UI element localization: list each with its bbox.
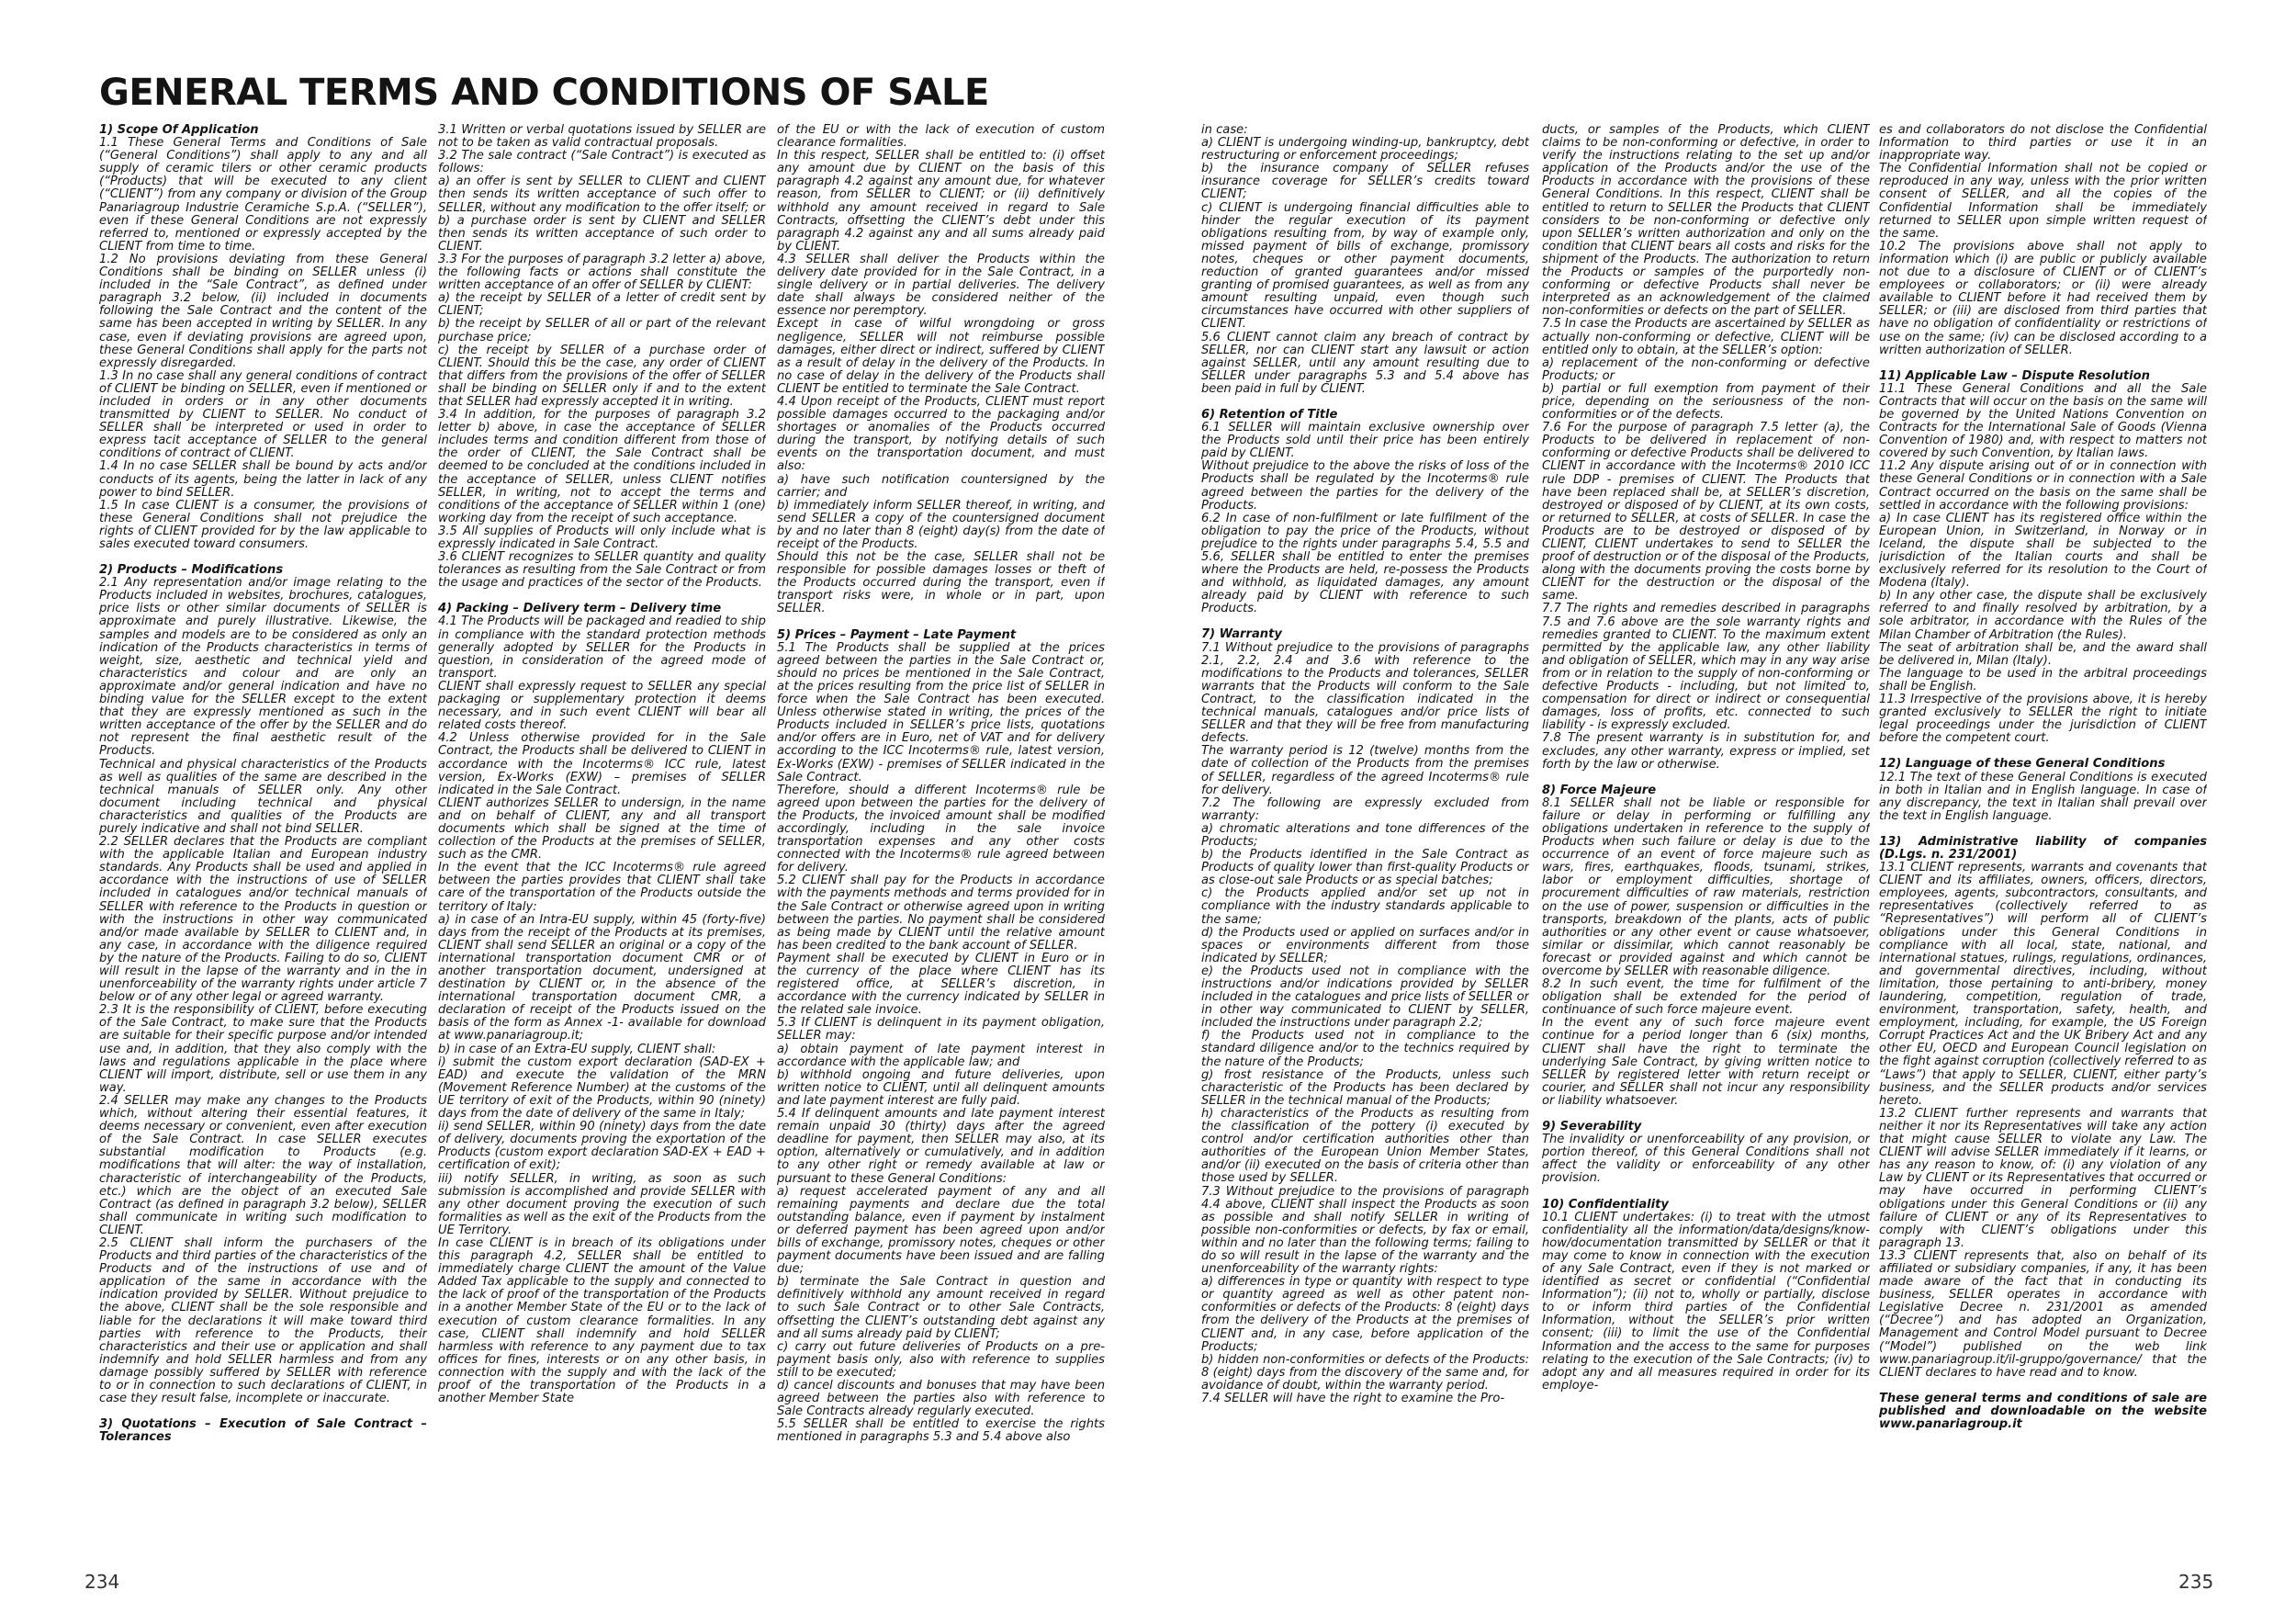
clause-paragraph: 1.4 In no case SELLER shall be bound by acts and/or conducts of its agents, being the latter in lack of any power to bind SELLER. [99,459,427,500]
clause-paragraph: 3.1 Written or verbal quotations issued by SELLER are not to be taken as valid contractual proposals. [438,124,766,151]
clause-paragraph: The Confidential Information shall not be copied or reproduced in any way, unless with the prior written consent of SELLER, and all the copies of the Confidential Information shall be immediately returned to SELLER upon simple written request of the same. [1879,162,2207,241]
clause-paragraph: 3.2 The sale contract (“Sale Contract”) is executed as follows: [438,149,766,176]
clause-paragraph: 7.7 The rights and remedies described in paragraphs 7.5 and 7.6 above are the sole warranty rights and remedies granted to CLIENT. To the maximum extent permitted by the applicable law, any other liability and obligation of SELLER, which may in any way arise from or in relation to the supply of non-conforming or defective Products - including, but not limited to, compensation for direct or indirect or consequential damages, loss of profits, etc. connected to such liability - is expressly excluded. [1542,602,1870,733]
clause-paragraph: 8.2 In such event, the time for fulfilment of the obligation shall be extended for the period of continuance of such force majeure event. [1542,977,1870,1018]
clause-paragraph: CLIENT shall expressly request to SELLER any special packaging or supplementary protection it deems necessary, and in such event CLIENT will bear all related costs thereof. [438,679,766,733]
clause-paragraph: 4.2 Unless otherwise provided for in the Sale Contract, the Products shall be delivered to CLIENT in accordance with the Incoterms® ICC rule, latest version, Ex-Works (EXW) – premises of SELLER indicated in the Sale Contract. [438,731,766,797]
clause-paragraph: d) the Products used or applied on surfaces and/or in spaces or environments different from those indicated by SELLER; [1201,925,1529,965]
paragraph-gap [1542,1108,1870,1121]
clause-paragraph: c) the Products applied and/or set up not in compliance with the industry standards applicable to the same; [1201,886,1529,927]
clause-paragraph: 3.5 All supplies of Products will only include what is expressly indicated in Sale Contract. [438,524,766,551]
clause-paragraph: 4.4 Upon receipt of the Products, CLIENT must report possible damages occurred to the packaging and/or shortages or anomalies of the Products occurred during the transport, by notifying details of such events on the transportation document, and must also: [777,394,1105,474]
clause-paragraph: 4.1 The Products will be packaged and readied to ship in compliance with the standard protection methods generally adopted by SELLER for the Products in question, in consideration of the agreed mode of transport. [438,615,766,681]
page-title: GENERAL TERMS AND CONDITIONS OF SALE [99,72,989,114]
clause-paragraph: CLIENT authorizes SELLER to undersign, in the name and on behalf of CLIENT, any and all transport documents which shall be signed at the time of collection of the Products at the premises of SELLER, such as the CMR. [438,795,766,863]
clause-paragraph: 7.1 Without prejudice to the provisions of paragraphs 2.1, 2.2, 2.4 and 3.6 with reference to the modifications to the Products and tolerances, SELLER warrants that the Products will conform to the Sale Contract, to the classification indicated in the technical manuals, catalogues and/or price lists of SELLER and that they will be free from manufacturing defects. [1201,640,1529,746]
clause-paragraph: 1.3 In no case shall any general conditions of contract of CLIENT be binding on SELLER, even if mentioned or included in orders or in any other documents transmitted by CLIENT to SELLER. No conduct of SELLER shall be interpreted or used in order to express tacit acceptance of SELLER to the general conditions of contract of CLIENT. [99,368,427,461]
clause-paragraph: 5.2 CLIENT shall pay for the Products in accordance with the payments methods and terms provided for in the Sale Contract or otherwise agreed upon in writing between the parties. No payment shall be considered as being made by CLIENT until the relative amount has been credited to the bank account of SELLER. [777,874,1105,953]
text-column-4 [1201,124,1529,1566]
clause-paragraph: 1.5 In case CLIENT is a consumer, the provisions of these General Conditions shall not prejudice the rights of CLIENT provided for by the law applicable to sales executed toward consumers. [99,498,427,551]
paragraph-gap [99,1405,427,1418]
clause-paragraph: b) terminate the Sale Contract in question and definitively withhold any amount received in regard to such Sale Contract or to other Sale Contracts, offsetting the CLIENT’s outstanding debt against any and all sums already paid by CLIENT; [777,1275,1105,1341]
clause-paragraph: a) chromatic alterations and tone differences of the Products; [1201,821,1529,849]
clause-paragraph: es and collaborators do not disclose the Confidential Information to third parties or use it in an inappropriate way. [1879,124,2207,164]
section-heading: 9) Severability [1542,1120,1642,1134]
clause-paragraph: b) in case of an Extra-EU supply, CLIENT shall: [438,1042,716,1056]
clause-paragraph: 2.3 It is the responsibility of CLIENT, before executing of the Sale Contract, to make sure that the Products are suitable for their specific purpose and/or intended use and, in addition, that they also comply with the laws and regulations applicable in the place where CLIENT will import, distribute, sell or use them in any way. [99,1003,427,1095]
clause-paragraph: 8.1 SELLER shall not be liable or responsible for failure or delay in performing or fulfilling any obligations undertaken in reference to the supply of Products when such failure or delay is due to the occurrence of an event of force majeure such as wars, fires, earthquakes, floods, tsunami, strikes, labor or employment difficulties, shortage of procurement difficulties of raw materials, restriction on the use of power, suspension or difficulties in the transports, breakdown of the plants, acts of public authorities or any other event or cause whatsoever, similar or dissimilar, which cannot reasonably be forecast or provided against and which cannot be overcome by SELLER with reasonable diligence. [1542,795,1870,978]
text-column-2 [438,124,766,1566]
clause-paragraph: 12.1 The text of these General Conditions is executed in both in Italian and in English language. In case of any discrepancy, the text in Italian shall prevail over the text in English language. [1879,770,2207,823]
clause-paragraph: 5.6 CLIENT cannot claim any breach of contract by SELLER, nor can CLIENT start any lawsuit or action against SELLER, until any amount resulting due to SELLER under paragraphs 5.3 and 5.4 above has been paid in full by CLIENT. [1201,330,1529,396]
clause-paragraph: a) an offer is sent by SELLER to CLIENT and CLIENT then sends its written acceptance of such offer to SELLER, without any modification to the offer itself; or [438,175,766,215]
clause-paragraph: b) the Products identified in the Sale Contract as Products of quality lower than first-quality Products or as close-out sale Products or as special batches; [1201,848,1529,888]
clause-paragraph: 7.3 Without prejudice to the provisions of paragraph 4.4 above, CLIENT shall inspect the Products as soon as possible and shall notify SELLER in writing of possible non-conformities or defects, by fax or email, within and no later than the following terms; failing to do so will result in the lapse of the warranty and the unenforceability of the warranty rights: [1201,1184,1529,1277]
clause-paragraph: i) submit the custom export declaration (SAD-EX + EAD) and execute the validation of the MRN (Movement Reference Number) at the customs of the UE territory of exit of the Products, within 90 (ninety) days from the date of delivery of the same in Italy; [438,1054,766,1122]
clause-paragraph: c) carry out future deliveries of Products on a pre-payment basis only, also with reference to supplies still to be executed; [777,1339,1105,1380]
clause-paragraph: 6.1 SELLER will maintain exclusive ownership over the Products sold until their price has been entirely paid by CLIENT. [1201,421,1529,461]
clause-paragraph: 2.5 CLIENT shall inform the purchasers of the Products and third parties of the characteristics of the Products and of the instructions of use and of application of the same in accordance with the indication provided by SELLER. Without prejudice to the above, CLIENT shall be the sole responsible and liable for the declarations it will make toward third parties with reference to the Products, their characteristics and their use or application and shall indemnify and hold SELLER harmless and from any damage possibly suffered by SELLER with reference to or in connection to such declarations of CLIENT, in case they result false, incomplete or inaccurate. [99,1235,427,1406]
terms-spread [0,124,2296,1566]
clause-paragraph: 2.1 Any representation and/or image relating to the Products included in websites, brochures, catalogues, price lists or other similar documents of SELLER is approximate and purely illustrative. Likewise, the samples and models are to be considered as only an indication of the Products characteristics in terms of weight, size, aesthetic and technical yield and characteristics and colour and are only an approximate and/or general indication and have no binding value for the SELLER except to the extent that they are expressly mentioned as such in the written acceptance of the offer by the SELLER and do not represent the final aesthetic result of the Products. [99,576,427,759]
paragraph-gap [1879,745,2207,758]
clause-paragraph: 11.3 Irrespective of the provisions above, it is hereby granted exclusively to SELLER the right to initiate legal proceedings under the jurisdiction of CLIENT before the competent court. [1879,693,2207,746]
section-heading: 8) Force Majeure [1542,783,1657,797]
clause-paragraph: Except in case of wilful wrongdoing or gross negligence, SELLER will not reimburse possible damages, either direct or indirect, suffered by CLIENT as a result of delay in the delivery of the Products. In no case of delay in the delivery of the Products shall CLIENT be entitled to terminate the Sale Contract. [777,317,1105,396]
clause-paragraph: 6.2 In case of non-fulfilment or late fulfilment of the obligation to pay the price of the Products, without prejudice to the rights under paragraphs 5.4, 5.5 and 5.6, SELLER shall be entitled to enter the premises where the Products are held, re-possess the Products and withhold, as liquidated damages, any amount already paid by CLIENT with reference to such Products. [1201,511,1529,616]
clause-paragraph: a) In case CLIENT has its registered office within the European Union, in Switzerland, in Norway or in Iceland, the dispute shall be subjected to the jurisdiction of the Italian courts and shall be exclusively referred for its resolution to the Court of Modena (Italy). [1879,511,2207,591]
paragraph-gap [99,551,427,564]
clause-paragraph: 11.1 These General Conditions and all the Sale Contracts that will occur on the basis on the same will be governed by the United Nations Convention on Contracts for the International Sale of Goods (Vienna Convention of 1980) and, with respect to matters not covered by such Convention, by Italian laws. [1879,381,2207,461]
clause-paragraph: 7.2 The following are expressly excluded from warranty: [1201,795,1529,823]
clause-paragraph: ii) send SELLER, within 90 (ninety) days from the date of delivery, documents proving the exportation of the Products (custom export declaration SAD-EX + EAD + certification of exit); [438,1120,766,1173]
page-number-left: 234 [84,1571,120,1593]
paragraph-gap [1879,1380,2207,1393]
clause-paragraph: a) the receipt by SELLER of a letter of credit sent by CLIENT; [438,291,766,319]
clause-paragraph: 2.2 SELLER declares that the Products are compliant with the applicable Italian and European industry standards. Any Products shall be used and applied in accordance with the instructions of use of SELLER included in catalogues and/or technical manuals of SELLER with reference to the Products in question or with the instructions in other way communicated and/or made available by SELLER to CLIENT and, in any case, in accordance with the diligence required by the nature of the Products. Failing to do so, CLIENT will result in the lapse of the warranty and in the in unenforceability of the warranty rights under article 7 below or of any other legal or agreed warranty. [99,835,427,1005]
clause-paragraph: b) the insurance company of SELLER refuses insurance coverage for SELLER’s credits toward CLIENT; [1201,162,1529,202]
page-number-right: 235 [2178,1571,2214,1593]
clause-paragraph: 11.2 Any dispute arising out of or in connection with these General Conditions or in connection with a Sale Contract occurred on the basis on the same shall be settled in accordance with the following provisions: [1879,459,2207,513]
paragraph-gap [1879,823,2207,836]
clause-paragraph: c) CLIENT is undergoing financial difficulties able to hinder the regular execution of its payment obligations resulting from, by way of example only, missed payment of bills of exchange, promissory notes, cheques or other payment documents, reduction of granted guarantees and/or missed granting of promised guarantees, as well as from any amount resulting unpaid, even though such circumstances have occurred with other suppliers of CLIENT. [1201,200,1529,332]
clause-paragraph: 13.1 CLIENT represents, warrants and covenants that CLIENT and its affiliates, owners, officers, directors, employees, agents, subcontractors, consultants, and representatives (collectively referred to as “Representatives”) will perform all of CLIENT’s obligations under this General Conditions in compliance with all local, state, national, and international statues, rulings, regulations, ordinances, and governmental directives, including, without limitation, those pertaining to anti-bribery, money laundering, competition, regulation of trade, environment, transportation, safety, health, and employment, including, for example, the US Foreign Corrupt Practices Act and the UK Bribery Act and any other EU, OECD and European Council legislation on the fight against corruption (collectively referred to as “Laws”) that apply to SELLER, CLIENT, either party’s business, and the SELLER products and/or services hereto. [1879,861,2207,1108]
clause-paragraph: 10.1 CLIENT undertakes: (i) to treat with the utmost confidentiality all the information/data/designs/know-how/documentation transmitted by SELLER or that it may come to know in connection with the execution of any Sale Contract, even if they is not marked or identified as secret or confidential (“Confidential Information”); (ii) not to, wholly or partially, disclose to or inform third parties of the Confidential Information, without the SELLER’s prior written consent; (iii) to limit the use of the Confidential Information and the access to the same for purposes relating to the execution of the Sale Contracts; (iv) to adopt any and all measures required in order for its employe- [1542,1210,1870,1393]
section-heading: 12) Language of these General Conditions [1879,757,2166,772]
closing-note: These general terms and conditions of sale are published and downloadable on the website www.panariagroup.it [1879,1391,2207,1431]
clause-paragraph: 5.5 SELLER shall be entitled to exercise the rights mentioned in paragraphs 5.3 and 5.4 above also [777,1417,1105,1445]
section-heading: 3) Quotations – Execution of Sale Contract – Tolerances [99,1417,427,1445]
clause-paragraph: Should this not be the case, SELLER shall not be responsible for possible damages losses or theft of the Products occurred during the transport, even if transport risks were, in whole or in part, upon SELLER. [777,550,1105,616]
clause-paragraph: The seat of arbitration shall be, and the award shall be delivered in, Milan (Italy). [1879,640,2207,668]
clause-paragraph: of the EU or with the lack of execution of custom clearance formalities. [777,124,1105,151]
section-heading: 11) Applicable Law – Dispute Resolution [1879,368,2150,383]
clause-paragraph: b) immediately inform SELLER thereof, in writing, and send SELLER a copy of the countersigned document by and no later than 8 (eight) day(s) from the date of receipt of the Products. [777,498,1105,551]
text-column-1 [99,124,427,1566]
clause-paragraph: a) CLIENT is undergoing winding-up, bankruptcy, debt restructuring or enforcement proceedings; [1201,136,1529,164]
paragraph-gap [777,616,1105,629]
paragraph-gap [1879,357,2207,370]
clause-paragraph: In case CLIENT is in breach of its obligations under this paragraph 4.2, SELLER shall be entitled to immediately charge CLIENT the amount of the Value Added Tax applicable to the supply and connected to the lack of proof of the transportation of the Products in a another Member State of the EU or to the lack of execution of custom clearance formalities. In any case, CLIENT shall indemnify and hold SELLER harmless with reference to any payment due to tax offices for fines, interests or on any other basis, in connection with the supply and with the lack of the proof of the transportation of the Products in a another Member State [438,1235,766,1406]
clause-paragraph: In the event any of such force majeure event continue for a period longer than 6 (six) months, CLIENT shall have the right to terminate the underlying Sale Contract, by giving written notice to SELLER by registered letter with return receipt or courier, and SELLER shall not incur any responsibility or liability whatsoever. [1542,1016,1870,1108]
paragraph-gap [1201,615,1529,628]
section-heading: 13) Administrative liability of companies (D.Lgs. n. 231/2001) [1879,834,2207,862]
clause-paragraph: b) partial or full exemption from payment of their price, depending on the seriousness of the non-conformities or of the defects. [1542,381,1870,423]
text-column-3 [777,124,1105,1566]
clause-paragraph: 5.4 If delinquent amounts and late payment interest remain unpaid 30 (thirty) days after the agreed deadline for payment, then SELLER may also, at its option, alternatively or cumulatively, and in addition to any other right or remedy available at law or pursuant to these General Conditions: [777,1107,1105,1186]
clause-paragraph: 7.5 In case the Products are ascertained by SELLER as actually non-conforming or defective, CLIENT will be entitled only to obtain, at the SELLER’s option: [1542,317,1870,357]
clause-paragraph: 10.2 The provisions above shall not apply to information which (i) are public or publicly available not due to a disclosure of CLIENT or of CLIENT’s employees or collaborators; or (ii) were already available to CLIENT before it had received them by SELLER; or (iii) are disclosed from third parties that have no obligation of confidentiality or restrictions of use on the same; (iv) can be disclosed according to a written authorization of SELLER. [1879,239,2207,357]
clause-paragraph: 7.4 SELLER will have the right to examine the Pro- [1201,1392,1505,1405]
clause-paragraph: 3.4 In addition, for the purposes of paragraph 3.2 letter b) above, in case the acceptance of SELLER includes terms and condition different from those of the order of CLIENT, the Sale Contract shall be deemed to be concluded at the conditions included in the acceptance of SELLER, unless CLIENT notifies SELLER, in writing, not to accept the terms and conditions of the acceptance of SELLER within 1 (one) working day from the receipt of such acceptance. [438,408,766,525]
clause-paragraph: 13.2 CLIENT further represents and warrants that neither it nor its Representatives will take any action that might cause SELLER to violate any Law. The CLIENT will advise SELLER immediately if it learns, or has any reason to know, of: (i) any violation of any Law by CLIENT or its Representatives that occurred or may have occurred in performing CLIENT’s obligations under this General Conditions or (ii) any failure of CLIENT or any of its Representatives to comply with CLIENT’s obligations under this paragraph 13. [1879,1106,2207,1250]
clause-paragraph: The warranty period is 12 (twelve) months from the date of collection of the Products from the premises of SELLER, regardless of the agreed Incoterms® rule for delivery. [1201,744,1529,797]
clause-paragraph: g) frost resistance of the Products, unless such characteristic of the Products has been declared by SELLER in the technical manual of the Products; [1201,1067,1529,1108]
clause-paragraph: 4.3 SELLER shall deliver the Products within the delivery date provided for in the Sale Contract, in a single delivery or in partial deliveries. The delivery date shall always be considered neither of the essence nor peremptory. [777,252,1105,319]
section-heading: 5) Prices – Payment – Late Payment [777,627,1017,642]
clause-paragraph: a) obtain payment of late payment interest in accordance with the applicable law; and [777,1042,1105,1069]
clause-paragraph: 3.3 For the purposes of paragraph 3.2 letter a) above, the following facts or actions shall constitute the written acceptance of an offer of SELLER by CLIENT: [438,252,766,293]
clause-paragraph: 5.3 If CLIENT is delinquent in its payment obligation, SELLER may: [777,1016,1105,1043]
section-heading: 6) Retention of Title [1201,407,1338,422]
clause-paragraph: 13.3 CLIENT represents that, also on behalf of its affiliated or subsidiary companies, if any, it has been made aware of the fact that in conducting its business, SELLER operates in accordance with Legislative Decree n. 231/2001 as amended (“Decree”) and has adopted an Organization, Management and Control Model pursuant to Decree (“Model”) published on the web link www.panariagroup.it/il-gruppo/governance/ that the CLIENT declares to have read and to know. [1879,1248,2207,1380]
clause-paragraph: a) replacement of the non-conforming or defective Products; or [1542,355,1870,383]
paragraph-gap [1201,396,1529,409]
clause-paragraph: b) a purchase order is sent by CLIENT and SELLER then sends its written acceptance of such order to CLIENT. [438,213,766,254]
text-column-6 [1879,124,2207,1566]
section-heading: 10) Confidentiality [1542,1197,1669,1212]
clause-paragraph: Technical and physical characteristics of the Products as well as qualities of the same are described in the technical manuals of SELLER only. Any other document including technical and physical characteristics and qualities of the Products are purely indicative and shall not bind SELLER. [99,757,427,836]
section-heading: 1) Scope Of Application [99,124,259,137]
clause-paragraph: f) the Products used not in compliance to the standard diligence and/or to the technics required by the nature of the Products; [1201,1029,1529,1069]
clause-paragraph: Payment shall be executed by CLIENT in Euro or in the currency of the place where CLIENT has its registered office, at SELLER’s discretion, in accordance with the currency indicated by SELLER in the related sale invoice. [777,951,1105,1018]
clause-paragraph: Therefore, should a different Incoterms® rule be agreed upon between the parties for the delivery of the Products, the invoiced amount shall be modified accordingly, including in the sale invoice transportation expenses and any other costs connected with the Incoterms® rule agreed between for delivery. [777,783,1105,875]
clause-paragraph: b) the receipt by SELLER of all or part of the relevant purchase price; [438,317,766,344]
paragraph-gap [1542,1186,1870,1199]
clause-paragraph: 1.1 These General Terms and Conditions of Sale (“General Conditions”) shall apply to any and all supply of ceramic tilers or other ceramic products (“Products) that will be executed to any client (“CLIENT”) from any company or division of the Group Panariagroup Industrie Ceramiche S.p.A. (“SELLER”), even if these General Conditions are not expressly referred to, mentioned or expressly accepted by the CLIENT from time to time. [99,136,427,254]
clause-paragraph: ducts, or samples of the Products, which CLIENT claims to be non-conforming or defective, in order to verify the instructions relating to the set up and/or application of the Products and/or the use of the Products in accordance with the provisions of these General Conditions. In this respect, CLIENT shall be entitled to return to SELLER the Products that CLIENT considers to be non-conforming or defective only upon SELLER’s written authorization and only on the condition that CLIENT bears all costs and risks for the shipment of the Products. The authorization to return the Products or samples of the purportedly non-conforming or defective Products shall never be interpreted as an acknowledgement of the claimed non-conformities or defects on the part of SELLER. [1542,124,1870,319]
clause-paragraph: b) withhold ongoing and future deliveries, upon written notice to CLIENT, until all delinquent amounts and late payment interest are fully paid. [777,1067,1105,1108]
clause-paragraph: b) hidden non-conformities or defects of the Products: 8 (eight) days from the discovery of the same and, for avoidance of doubt, within the warranty period. [1201,1352,1529,1393]
clause-paragraph: e) the Products used not in compliance with the instructions and/or indications provided by SELLER included in the catalogues and price lists of SELLER or in other way communicated to CLIENT by SELLER, included the instructions under paragraph 2.2; [1201,964,1529,1031]
clause-paragraph: b) In any other case, the dispute shall be exclusively referred to and finally resolved by arbitration, by a sole arbitrator, in accordance with the Rules of the Milan Chamber of Arbitration (the Rules). [1879,589,2207,642]
clause-paragraph: 5.1 The Products shall be supplied at the prices agreed between the parties in the Sale Contract or, should no prices be mentioned in the Sale Contract, at the prices resulting from the price list of SELLER in force when the Sale Contract has been executed. Unless otherwise stated in writing, the prices of the Products included in SELLER’s price lists, quotations and/or offers are in Euro, net of VAT and for delivery according to the ICC Incoterms® rule, latest version, Ex-Works (EXW) - premises of SELLER indicated in the Sale Contract. [777,640,1105,784]
clause-paragraph: a) have such notification countersigned by the carrier; and [777,472,1105,500]
paragraph-gap [1542,772,1870,784]
clause-paragraph: In this respect, SELLER shall be entitled to: (i) offset any amount due by CLIENT on the basis of this paragraph 4.2 against any amount due, for whatever reason, from SELLER to CLIENT; or (ii) definitively withhold any amount received in regard to Sale Contracts, offsetting the CLIENT’s debt under this paragraph 4.2 against any and all sums already paid by CLIENT. [777,149,1105,254]
clause-paragraph: h) characteristics of the Products as resulting from the classification of the pottery (i) executed by control and/or certification authorities other than authorities of the European Union Member States, and/or (ii) executed on the basis of criteria other than those used by SELLER. [1201,1106,1529,1186]
clause-paragraph: 7.8 The present warranty is in substitution for, and excludes, any other warranty, express or implied, set forth by the law or otherwise. [1542,731,1870,772]
clause-paragraph: Without prejudice to the above the risks of loss of the Products shall be regulated by the Incoterms® rule agreed between the parties for the delivery of the Products. [1201,459,1529,513]
text-column-5 [1542,124,1870,1566]
clause-paragraph: The invalidity or unenforceability of any provision, or portion thereof, of this General Conditions shall not affect the validity or enforceability of any other provision. [1542,1133,1870,1186]
clause-paragraph: a) in case of an Intra-EU supply, within 45 (forty-five) days from the receipt of the Products at its premises, CLIENT shall send SELLER an original or a copy of the international transportation document CMR or of another transportation document, undersigned at destination by CLIENT or, in the absence of the international transportation document CMR, a declaration of receipt of the Products issued on the basis of the form as Annex -1- available for download at www.panariagroup.it; [438,912,766,1043]
clause-paragraph: a) differences in type or quantity with respect to type or quantity agreed as well as other patent non-conformities or defects of the Products: 8 (eight) days from the delivery of the Products at the premises of CLIENT and, in any case, before application of the Products; [1201,1275,1529,1354]
clause-paragraph: in case: [1201,124,1248,137]
section-heading: 2) Products – Modifications [99,563,284,578]
clause-paragraph: 7.6 For the purpose of paragraph 7.5 letter (a), the Products to be delivered in replacement of non-conforming or defective Products shall be delivered to CLIENT in accordance with the Incoterms® 2010 ICC rule DDP - premises of CLIENT. The Products that have been replaced shall be, at SELLER’s discretion, destroyed or disposed of by CLIENT, at its own costs, or returned to SELLER, at costs of SELLER. In case the Products are to be destroyed or disposed of by CLIENT, CLIENT undertakes to send to SELLER the proof of destruction or of the disposal of the Products, along with the documents proving the costs borne by CLIENT for the destruction or the disposal of the same. [1542,421,1870,603]
clause-paragraph: In the event that the ICC Incoterms® rule agreed between the parties provides that CLIENT shall take care of the transportation of the Products outside the territory of Italy: [438,861,766,914]
clause-paragraph: c) the receipt by SELLER of a purchase order of CLIENT. Should this be the case, any order of CLIENT that differs from the provisions of the offer of SELLER shall be binding on SELLER only if and to the extent that SELLER had expressly accepted it in writing. [438,343,766,409]
clause-paragraph: d) cancel discounts and bonuses that may have been agreed between the parties also with reference to Sale Contracts already regularly executed. [777,1379,1105,1419]
clause-paragraph: 2.4 SELLER may make any changes to the Products which, without altering their essential features, it deems necessary or convenient, even after execution of the Sale Contract. In case SELLER executes substantial modification to Products (e.g. modifications that will alter: the way of installation, characteristic of interchangeability of the Products, etc.) which are the object of an executed Sale Contract (as defined in paragraph 3.2 below), SELLER shall communicate in writing such modification to CLIENT. [99,1093,427,1237]
paragraph-gap [438,590,766,603]
section-heading: 7) Warranty [1201,627,1282,642]
clause-paragraph: 1.2 No provisions deviating from these General Conditions shall be binding on SELLER unless (i) included in the “Sale Contract”, as defined under paragraph 3.2 below, (ii) included in documents following the Sale Contract and the content of the same has been accepted in writing by SELLER. In any case, even if deviating provisions are agreed upon, these General Conditions shall apply for the parts not expressly disregarded. [99,252,427,370]
clause-paragraph: iii) notify SELLER, in writing, as soon as such submission is accomplished and provide SELLER with any other document proving the execution of such formalities as well as the exit of the Products from the UE Territory. [438,1171,766,1237]
clause-paragraph: a) request accelerated payment of any and all remaining payments and declare due the total outstanding balance, even if payment by instalment or deferred payment has been agreed upon and/or bills of exchange, promissory notes, cheques or other payment documents have been issued and are falling due; [777,1184,1105,1277]
clause-paragraph: 3.6 CLIENT recognizes to SELLER quantity and quality tolerances as resulting from the Sale Contract or from the usage and practices of the sector of the Products. [438,550,766,591]
section-heading: 4) Packing – Delivery term – Delivery time [438,602,722,616]
clause-paragraph: The language to be used in the arbitral proceedings shall be English. [1879,666,2207,694]
